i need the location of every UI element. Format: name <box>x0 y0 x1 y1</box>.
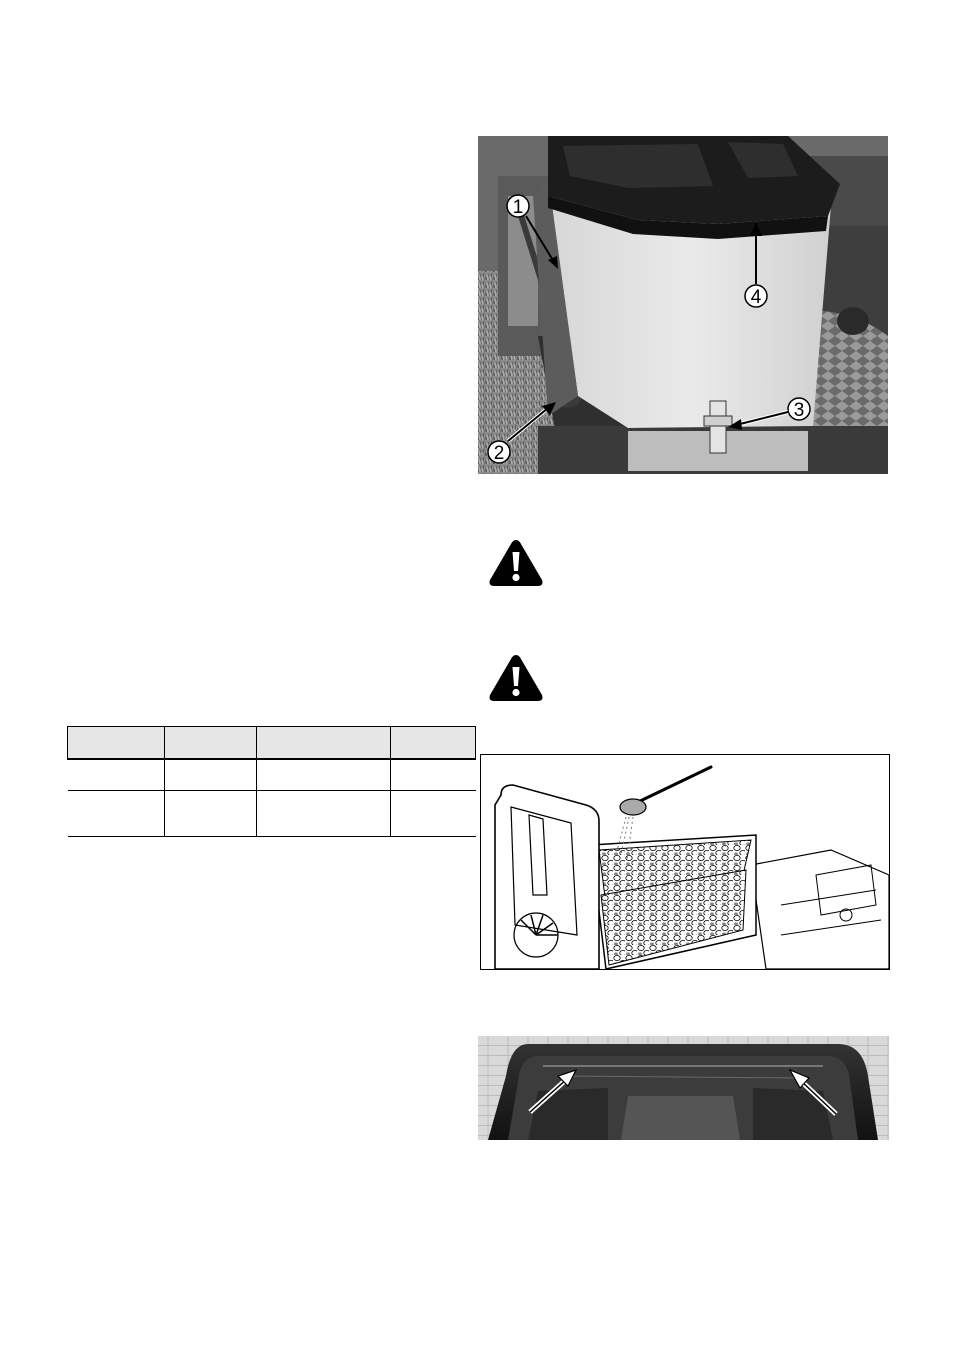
seed-filling-illustration <box>480 754 890 970</box>
table-header-cell <box>165 727 257 760</box>
table-cell <box>391 759 476 791</box>
table-cell <box>68 791 165 837</box>
table-row <box>68 791 476 837</box>
table-cell <box>165 791 257 837</box>
table-row <box>68 759 476 791</box>
table-cell <box>257 759 391 791</box>
table-header-cell <box>257 727 391 760</box>
table-cell <box>257 791 391 837</box>
table-cell <box>165 759 257 791</box>
warning-triangle-icon <box>488 653 544 703</box>
warning-triangle-icon <box>488 538 544 588</box>
svg-text:4: 4 <box>750 287 762 308</box>
table-cell <box>391 791 476 837</box>
table-header-row <box>68 727 476 760</box>
svg-text:2: 2 <box>493 443 505 464</box>
lid-underside-photo <box>478 1036 889 1140</box>
table-cell <box>68 759 165 791</box>
table-header-cell <box>391 727 476 760</box>
table-header-cell <box>68 727 165 760</box>
svg-text:3: 3 <box>793 400 805 421</box>
spec-table <box>67 726 477 837</box>
hopper-photo <box>478 136 888 474</box>
svg-text:1: 1 <box>512 197 524 218</box>
